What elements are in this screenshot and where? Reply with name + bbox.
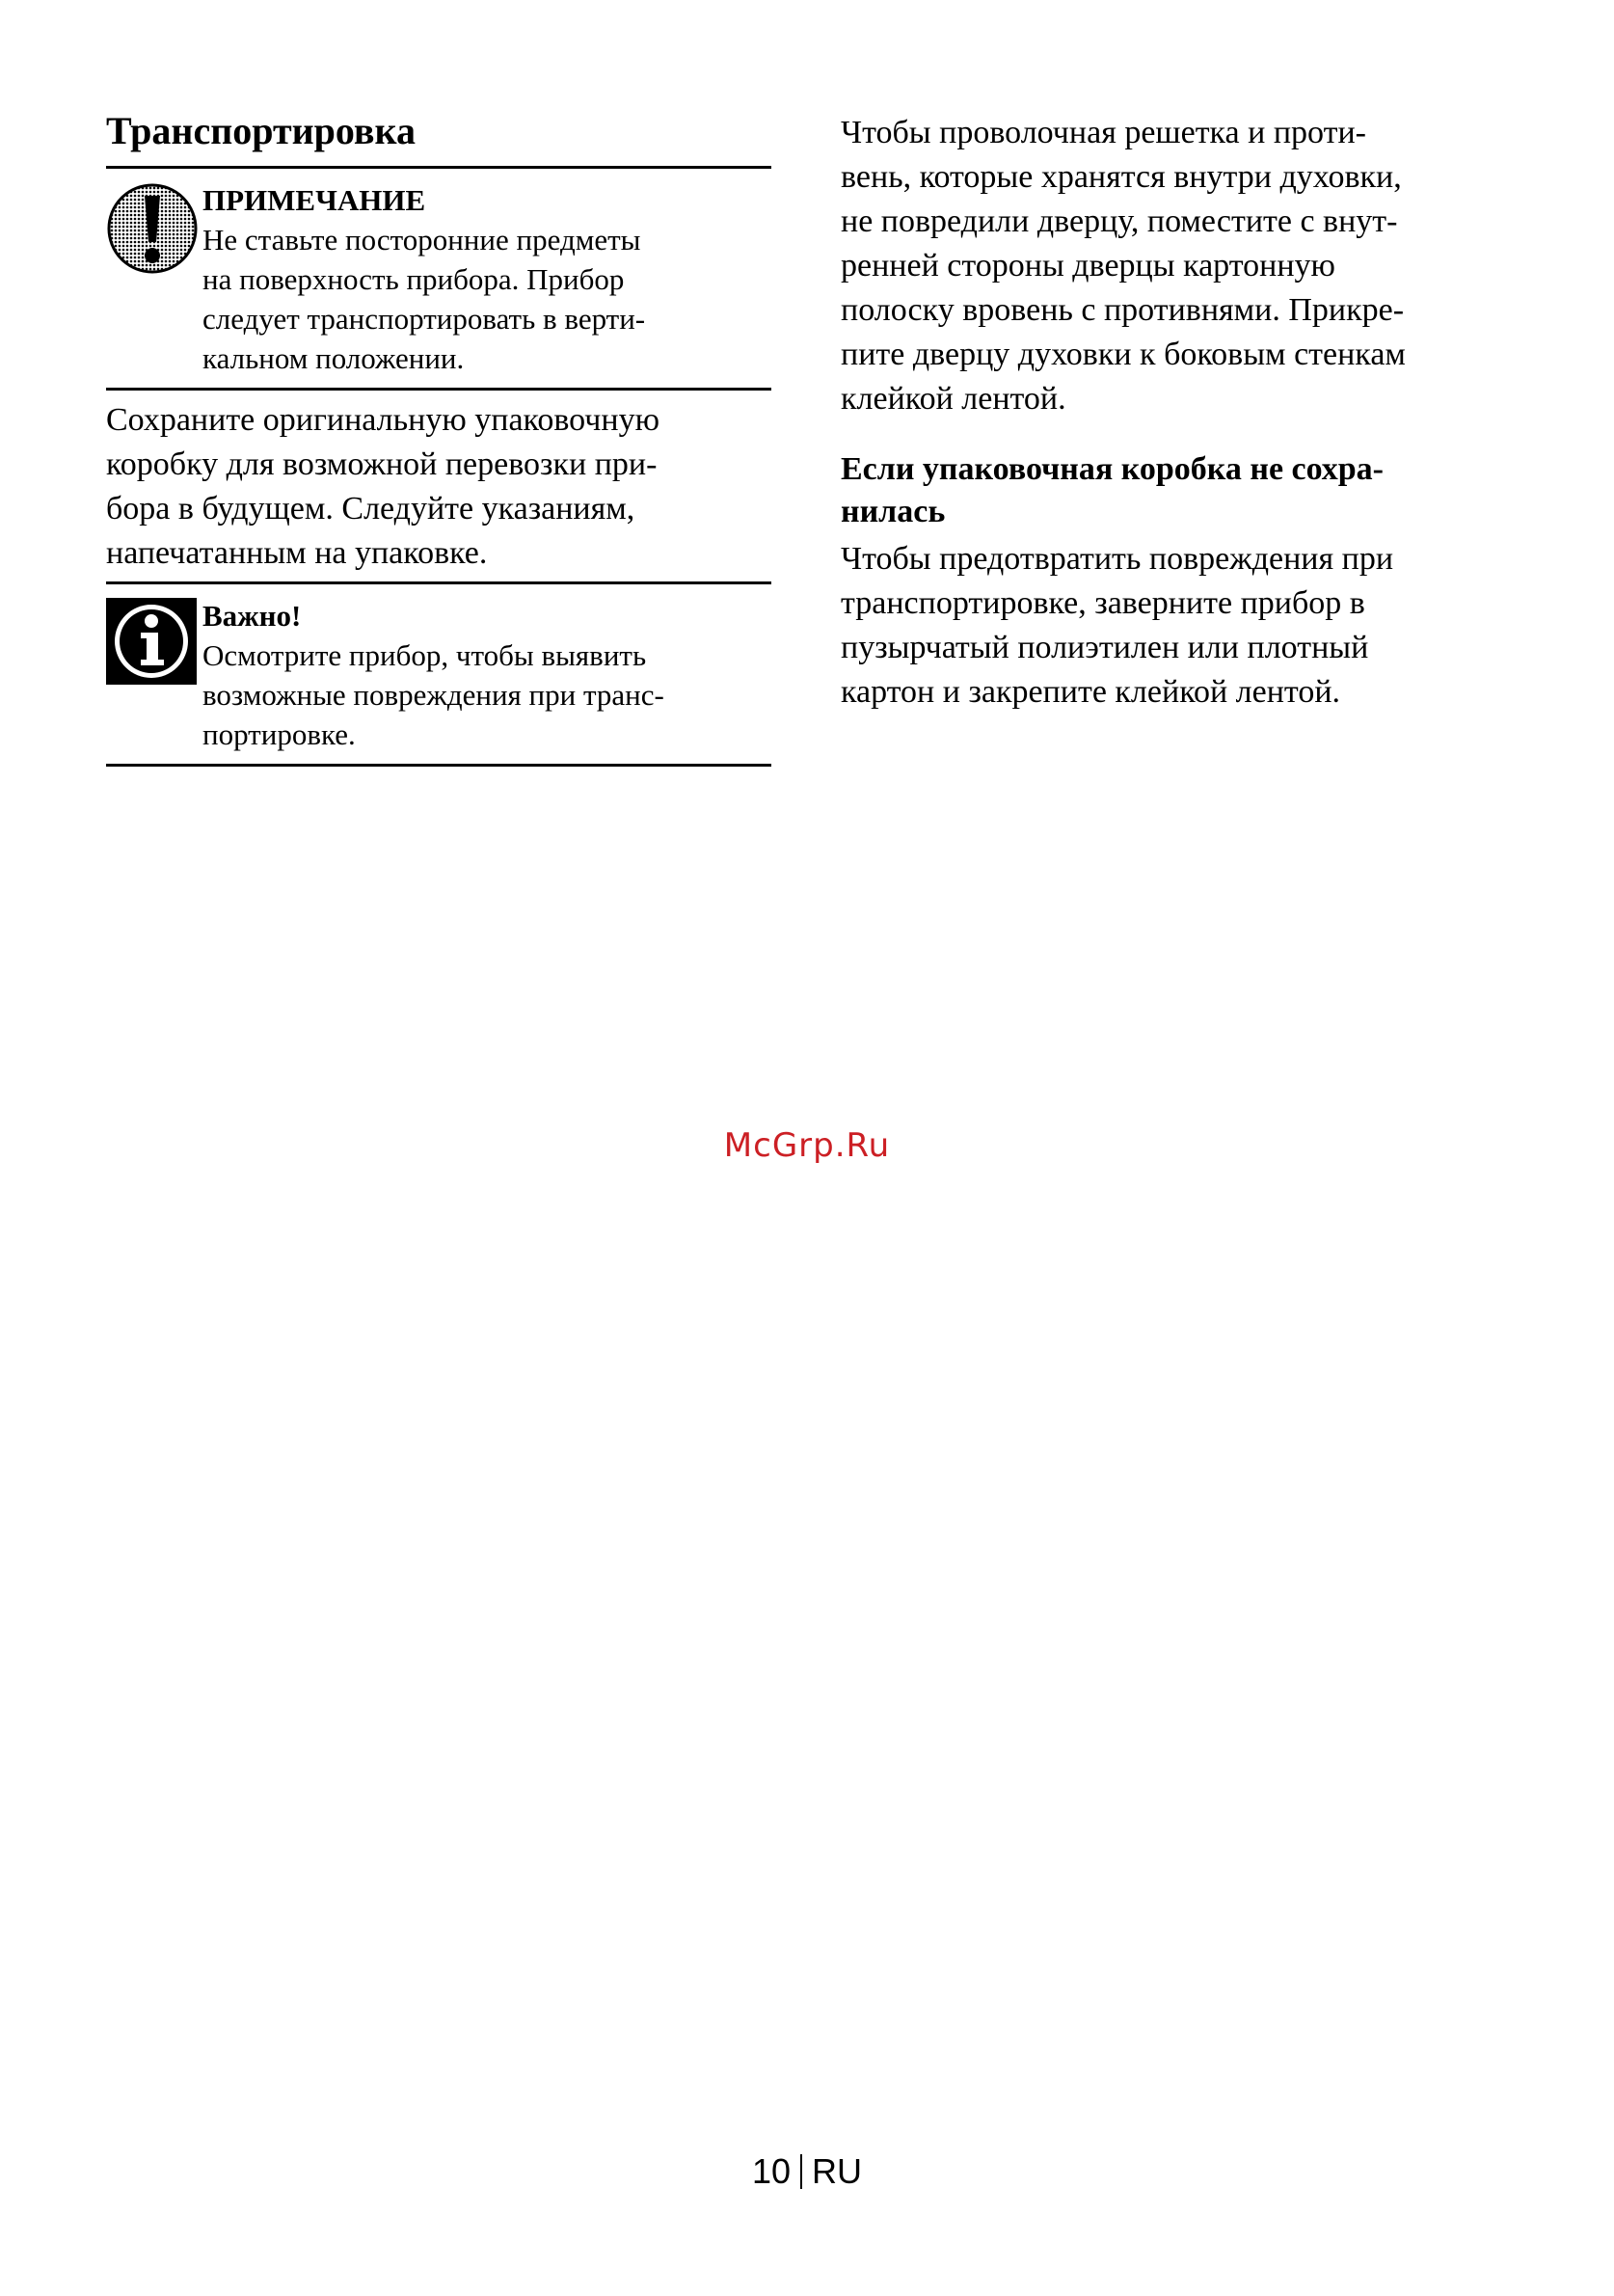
note-box: [106, 166, 771, 391]
subheading-line: нилась: [841, 494, 946, 529]
section-title: Транспортировка: [106, 109, 416, 152]
important-box: [106, 581, 771, 767]
paragraph-line: коробку для возможной перевозки при-: [106, 446, 658, 482]
info-icon: [106, 596, 202, 689]
subheading-line: Если упаковочная коробка не сохра-: [841, 451, 1385, 487]
paragraph-line: Сохраните оригинальную упаковочную: [106, 402, 659, 438]
paragraph-line: клейкой лентой.: [841, 381, 1066, 417]
important-line: Осмотрите прибор, чтобы выявить: [202, 638, 647, 672]
watermark: McGrp.Ru: [723, 1126, 891, 1165]
note-title: ПРИМЕЧАНИЕ: [202, 183, 426, 217]
no-box-subheading: [841, 448, 1516, 533]
important-line: портировке.: [202, 717, 356, 751]
page-number: 10: [751, 2151, 792, 2191]
right-column: [841, 111, 1516, 715]
note-content: [202, 180, 771, 378]
note-line: Не ставьте посторонние предметы: [202, 223, 641, 257]
important-line: возможные повреждения при транс-: [202, 678, 664, 712]
paragraph-line: не повредили дверцу, поместите с внут-: [841, 203, 1398, 239]
left-column: [106, 108, 771, 767]
page-footer: [0, 2152, 1614, 2191]
important-content: [202, 596, 771, 754]
important-title: Важно!: [202, 599, 302, 633]
paragraph-line: транспортировке, заверните прибор в: [841, 585, 1365, 621]
wrapping-paragraph: [841, 537, 1516, 715]
exclamation-icon: [106, 180, 202, 280]
paragraph-line: Чтобы проволочная решетка и проти-: [841, 115, 1366, 150]
note-line: на поверхность прибора. Прибор: [202, 262, 625, 296]
paragraph-line: ренней стороны дверцы картонную: [841, 248, 1335, 284]
paragraph-line: бора в будущем. Следуйте указаниям,: [106, 491, 635, 527]
paragraph-line: пузырчатый полиэтилен или плотный: [841, 630, 1369, 665]
paragraph-line: напечатанным на упаковке.: [106, 535, 488, 571]
note-line: следует транспортировать в верти-: [202, 302, 646, 336]
paragraph-line: картон и закрепите клейкой лентой.: [841, 674, 1341, 710]
packaging-paragraph: [106, 391, 771, 581]
language-code: RU: [812, 2151, 863, 2191]
paragraph-line: полоску вровень с противнями. Прикре-: [841, 292, 1405, 328]
footer-separator: [800, 2154, 802, 2189]
paragraph-line: вень, которые хранятся внутри духовки,: [841, 159, 1402, 195]
paragraph-line: пите дверцу духовки к боковым стенкам: [841, 337, 1406, 372]
paragraph-line: Чтобы предотвратить повреждения при: [841, 541, 1394, 577]
note-line: кальном положении.: [202, 341, 465, 375]
oven-door-paragraph: [841, 111, 1516, 421]
